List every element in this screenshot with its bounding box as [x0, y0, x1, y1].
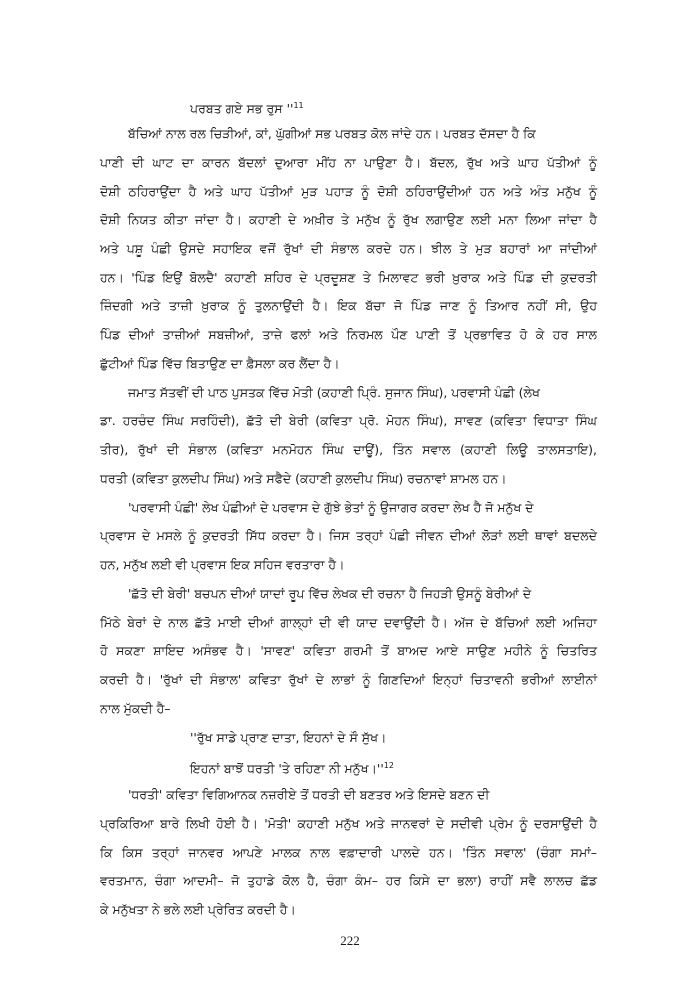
footnote-marker: 12: [383, 761, 394, 770]
verse-line: [190, 98, 304, 117]
paragraph-line: ਪਿੰਡ ਦੀਆਂ ਤਾਜ਼ੀਆਂ ਸਬਜ਼ੀਆਂ, ਤਾਜ਼ੇ ਫਲਾਂ ਅਤੇ ਨਿਰਮਲ ਪੌਣ ਪਾਣੀ ਤੋਂ ਪ੍ਰਭਾਵਿਤ ਹੋ ਕੇ ਹਰ ਸਾਲ: [100, 327, 597, 342]
verse-line: [190, 758, 394, 777]
paragraph-line: ਕੇ ਮਨੁੱਖਤਾ ਨੇ ਭਲੇ ਲਈ ਪ੍ਰੇਰਿਤ ਕਰਦੀ ਹੈ।: [100, 902, 296, 917]
paragraph-line: ਅਤੇ ਪਸ਼ੂ ਪੰਛੀ ਉਸਦੇ ਸਹਾਇਕ ਵਜੋਂ ਰੁੱਖਾਂ ਦੀ ਸੰਭਾਲ ਕਰਦੇ ਹਨ। ਝੀਲ ਤੇ ਮੁੜ ਬਹਾਰਾਂ ਆ ਜਾਂਦੀਆਂ: [100, 241, 597, 256]
paragraph-line: ਤੀਰ), ਰੁੱਖਾਂ ਦੀ ਸੰਭਾਲ (ਕਵਿਤਾ ਮਨਮੋਹਨ ਸਿੰਘ ਦਾਊਂ), ਤਿੰਨ ਸਵਾਲ (ਕਹਾਣੀ ਲਿਊ ਤਾਲਸਤਾਇ),: [100, 442, 597, 457]
paragraph-line: ਪਾਣੀ ਦੀ ਘਾਟ ਦਾ ਕਾਰਨ ਬੱਦਲਾਂ ਦੁਆਰਾ ਮੀਂਹ ਨਾ ਪਾਉਣਾ ਹੈ। ਬੱਦਲ, ਰੁੱਖ ਅਤੇ ਘਾਹ ਪੱਤੀਆਂ ਨੂੰ: [100, 155, 597, 170]
verse-text: ਪਰਬਤ ਗਏ ਸਭ ਰੁਸ '': [190, 101, 294, 117]
paragraph-line: ਪ੍ਰਕਿਰਿਆ ਬਾਰੇ ਲਿਖੀ ਹੋਈ ਹੈ। 'ਮੋਤੀ' ਕਹਾਣੀ ਮਨੁੱਖ ਅਤੇ ਜਾਨਵਰਾਂ ਦੇ ਸਦੀਵੀ ਪ੍ਰੇਮ ਨੂੰ ਦਰਸਾਉਂਦੀ ਹੈ: [100, 816, 597, 831]
paragraph-line: 'ਪਰਵਾਸੀ ਪੰਛੀ' ਲੇਖ ਪੰਛੀਆਂ ਦੇ ਪਰਵਾਸ ਦੇ ਗੁੱਝੇ ਭੇਤਾਂ ਨੂੰ ਉਜਾਗਰ ਕਰਦਾ ਲੇਖ ਹੈ ਜੋ ਮਨੁੱਖ ਦੇ: [128, 500, 534, 515]
paragraph-line: ਹਨ, ਮਨੁੱਖ ਲਈ ਵੀ ਪ੍ਰਵਾਸ ਇਕ ਸਹਿਜ ਵਰਤਾਰਾ ਹੈ।: [100, 557, 345, 572]
page-number: 222: [340, 933, 360, 948]
paragraph-line: ਵਰਤਮਾਨ, ਚੰਗਾ ਆਦਮੀ– ਜੋ ਤੁਹਾਡੇ ਕੋਲ ਹੈ, ਚੰਗਾ ਕੰਮ– ਹਰ ਕਿਸੇ ਦਾ ਭਲਾ) ਰਾਹੀਂ ਸਵੈ ਲਾਲਚ ਛੱਡ: [100, 873, 597, 888]
paragraph-line: ਡਾ. ਹਰਚੰਦ ਸਿੰਘ ਸਰਹਿੰਦੀ), ਛੱਤੋ ਦੀ ਬੇਰੀ (ਕਵਿਤਾ ਪ੍ਰੋ. ਮੋਹਨ ਸਿੰਘ), ਸਾਵਣ (ਕਵਿਤਾ ਵਿਧਾਤਾ ਸਿੰਘ: [100, 413, 597, 428]
paragraph-line: ਮਿੱਠੇ ਬੇਰਾਂ ਦੇ ਨਾਲ ਛੱਤੋ ਮਾਈ ਦੀਆਂ ਗਾਲ੍ਹਾਂ ਦੀ ਵੀ ਯਾਦ ਦਵਾਉਂਦੀ ਹੈ। ਅੱਜ ਦੇ ਬੱਚਿਆਂ ਲਈ ਅਜਿਹਾ: [100, 615, 597, 630]
paragraph-line: ਕਿ ਕਿਸ ਤਰ੍ਹਾਂ ਜਾਨਵਰ ਆਪਣੇ ਮਾਲਕ ਨਾਲ ਵਫ਼ਾਦਾਰੀ ਪਾਲਦੇ ਹਨ। 'ਤਿੰਨ ਸਵਾਲ' (ਚੰਗਾ ਸਮਾਂ–: [100, 845, 597, 860]
paragraph-line: ਬੱਚਿਆਂ ਨਾਲ ਰਲ ਚਿੜੀਆਂ, ਕਾਂ, ਘੁੱਗੀਆਂ ਸਭ ਪਰਬਤ ਕੋਲ ਜਾਂਦੇ ਹਨ। ਪਰਬਤ ਦੱਸਦਾ ਹੈ ਕਿ: [128, 126, 536, 141]
paragraph-line: ਕਰਦੀ ਹੈ। 'ਰੁੱਖਾਂ ਦੀ ਸੰਭਾਲ' ਕਵਿਤਾ ਰੁੱਖਾਂ ਦੇ ਲਾਭਾਂ ਨੂੰ ਗਿਣਦਿਆਂ ਇਨ੍ਹਾਂ ਚਿਤਾਵਨੀ ਭਰੀਆਂ ਲਾਈਨਾਂ: [100, 672, 597, 687]
paragraph-line: ਦੋਸ਼ੀ ਠਹਿਰਾਉਂਦਾ ਹੈ ਅਤੇ ਘਾਹ ਪੱਤੀਆਂ ਮੁੜ ਪਹਾੜ ਨੂੰ ਦੋਸ਼ੀ ਠਹਿਰਾਉਂਦੀਆਂ ਹਨ ਅਤੇ ਅੰਤ ਮਨੁੱਖ ਨੂੰ: [100, 184, 597, 199]
paragraph-line: ਜ਼ਿੰਦਗੀ ਅਤੇ ਤਾਜ਼ੀ ਖ਼ੁਰਾਕ ਨੂੰ ਤੁਲਨਾਉਂਦੀ ਹੈ। ਇਕ ਬੱਚਾ ਜੋ ਪਿੰਡ ਜਾਣ ਨੂੰ ਤਿਆਰ ਨਹੀਂ ਸੀ, ਉਹ: [100, 298, 597, 313]
paragraph-line: ਜਮਾਤ ਸੱਤਵੀਂ ਦੀ ਪਾਠ ਪੁਸਤਕ ਵਿੱਚ ਮੋਤੀ (ਕਹਾਣੀ ਪ੍ਰਿੰ. ਸੁਜਾਨ ਸਿੰਘ), ਪਰਵਾਸੀ ਪੰਛੀ (ਲੇਖ: [128, 385, 540, 400]
paragraph-line: ਨਾਲ ਮੁੱਕਦੀ ਹੈ–: [100, 701, 171, 716]
paragraph-line: ਧਰਤੀ (ਕਵਿਤਾ ਕੁਲਦੀਪ ਸਿੰਘ) ਅਤੇ ਸਫੈਦੇ (ਕਹਾਣੀ ਕੁਲਦੀਪ ਸਿੰਘ) ਰਚਨਾਵਾਂ ਸ਼ਾਮਲ ਹਨ।: [100, 471, 507, 486]
footnote-marker: 11: [293, 101, 304, 110]
paragraph-line: ਦੋਸ਼ੀ ਨਿਯਤ ਕੀਤਾ ਜਾਂਦਾ ਹੈ। ਕਹਾਣੀ ਦੇ ਅਖ਼ੀਰ ਤੇ ਮਨੁੱਖ ਨੂੰ ਰੁੱਖ ਲਗਾਉਣ ਲਈ ਮਨਾ ਲਿਆ ਜਾਂਦਾ ਹੈ: [100, 212, 597, 227]
verse-line: ''ਰੁੱਖ ਸਾਡੇ ਪ੍ਰਾਣ ਦਾਤਾ, ਇਹਨਾਂ ਦੇ ਸੌ ਸੁੱਖ।: [190, 730, 387, 745]
paragraph-line: ਛੁੱਟੀਆਂ ਪਿੰਡ ਵਿੱਚ ਬਿਤਾਉਣ ਦਾ ਫ਼ੈਸਲਾ ਕਰ ਲੈਂਦਾ ਹੈ।: [100, 356, 340, 371]
paragraph-line: ਪ੍ਰਵਾਸ ਦੇ ਮਸਲੇ ਨੂੰ ਕੁਦਰਤੀ ਸਿੱਧ ਕਰਦਾ ਹੈ। ਜਿਸ ਤਰ੍ਹਾਂ ਪੰਛੀ ਜੀਵਨ ਦੀਆਂ ਲੋੜਾਂ ਲਈ ਥਾਵਾਂ ਬਦਲਦੇ: [100, 528, 597, 543]
paragraph-line: ਹੋ ਸਕਣਾ ਸ਼ਾਇਦ ਅਸੰਭਵ ਹੈ। 'ਸਾਵਣ' ਕਵਿਤਾ ਗਰਮੀ ਤੋਂ ਬਾਅਦ ਆਏ ਸਾਉਣ ਮਹੀਨੇ ਨੂੰ ਚਿਤਰਿਤ: [100, 643, 597, 658]
paragraph-line: 'ਛੱਤੋ ਦੀ ਬੇਰੀ' ਬਚਪਨ ਦੀਆਂ ਯਾਦਾਂ ਰੂਪ ਵਿੱਚ ਲੇਖਕ ਦੀ ਰਚਨਾ ਹੈ ਜਿਹੜੀ ਉਸਨੂੰ ਬੇਰੀਆਂ ਦੇ: [128, 586, 532, 601]
paragraph-line: ਹਨ। 'ਪਿੰਡ ਇਉਂ ਬੋਲਦੈ' ਕਹਾਣੀ ਸ਼ਹਿਰ ਦੇ ਪ੍ਰਦੂਸ਼ਣ ਤੇ ਮਿਲਾਵਟ ਭਰੀ ਖ਼ੁਰਾਕ ਅਤੇ ਪਿੰਡ ਦੀ ਕੁਦਰਤੀ: [100, 270, 597, 285]
verse-text: ਇਹਨਾਂ ਬਾਝੋਂ ਧਰਤੀ 'ਤੇ ਰਹਿਣਾ ਨੀ ਮਨੁੱਖ।'': [190, 761, 384, 777]
paragraph-line: 'ਧਰਤੀ' ਕਵਿਤਾ ਵਿਗਿਆਨਕ ਨਜ਼ਰੀਏ ਤੋਂ ਧਰਤੀ ਦੀ ਬਣਤਰ ਅਤੇ ਇਸਦੇ ਬਣਨ ਦੀ: [128, 787, 490, 802]
